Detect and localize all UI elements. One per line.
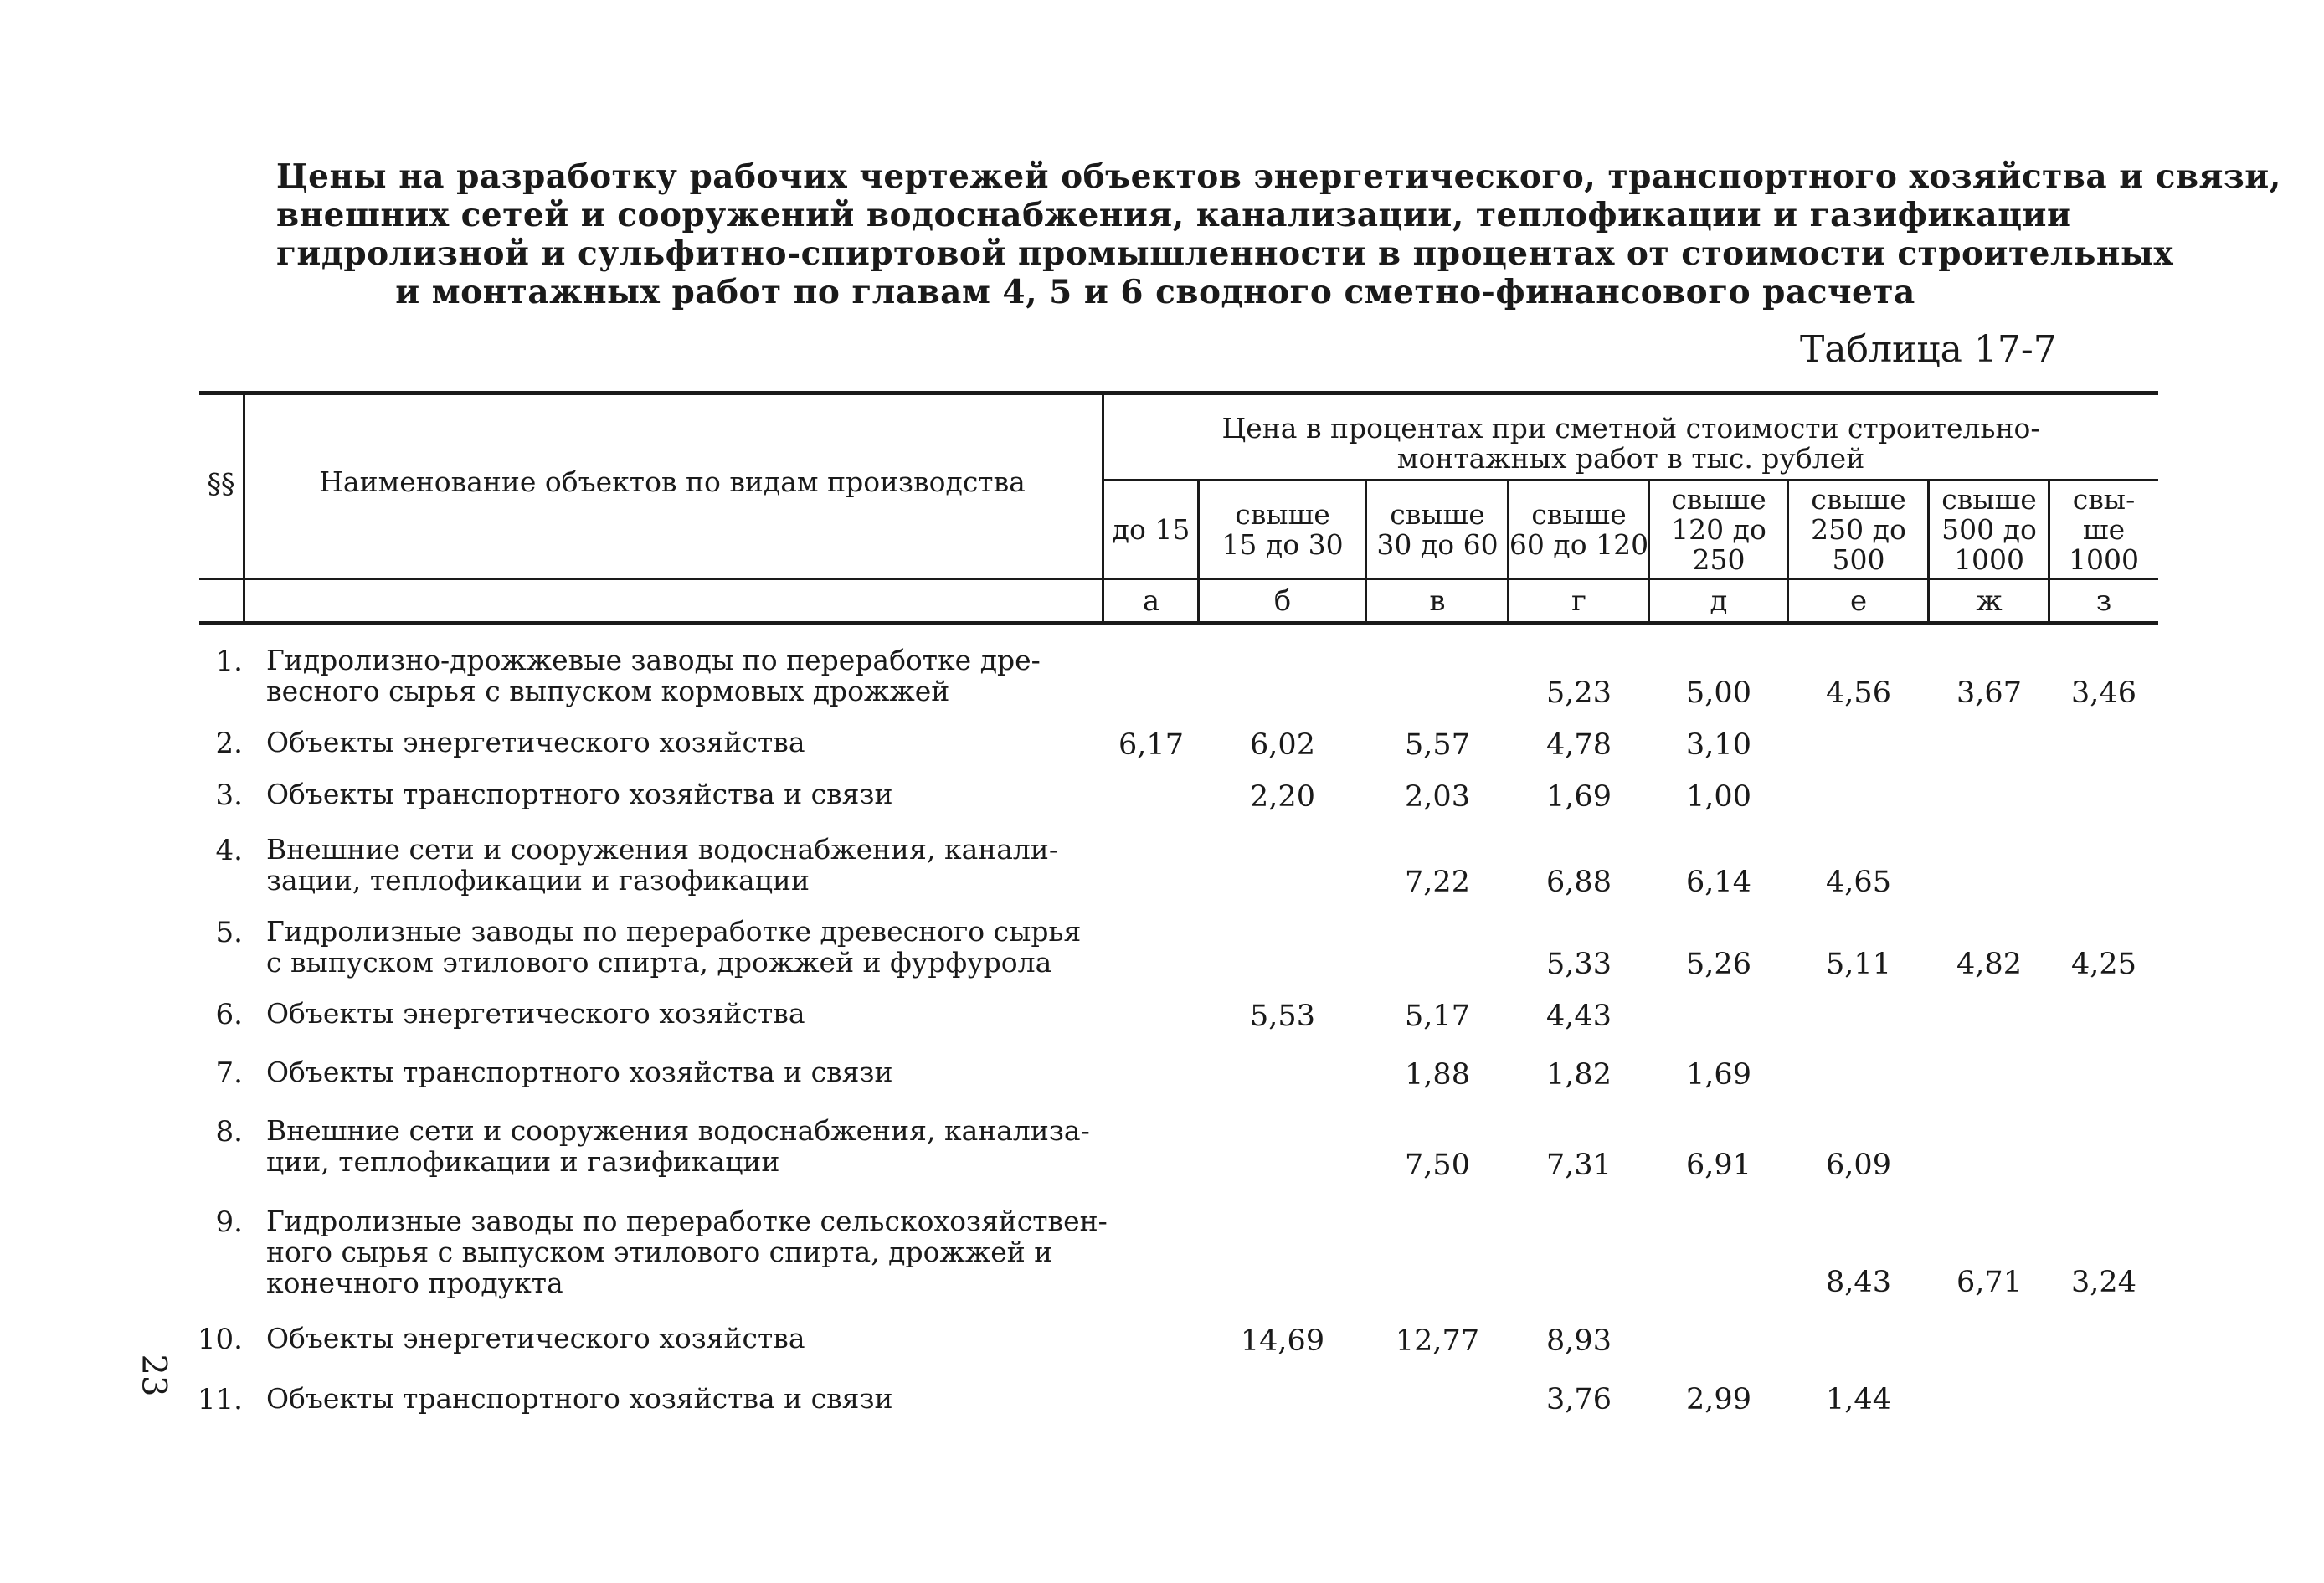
row-value: 5,26	[1686, 948, 1751, 981]
row-number: 4.	[215, 834, 243, 867]
row-value: 6,71	[1956, 1266, 2022, 1299]
row-value: 8,93	[1546, 1324, 1612, 1358]
column-header-text: 250 до	[1811, 513, 1906, 546]
row-name-line: Объекты энергетического хозяйства	[266, 1322, 805, 1354]
column-header-text: свыше	[1811, 483, 1906, 516]
row-value: 6,02	[1250, 728, 1315, 762]
row-name-line: Гидролизные заводы по переработке древесного сырья	[266, 915, 1082, 948]
row-value: 1,00	[1686, 780, 1751, 814]
row-name-line: с выпуском этилового спирта, дрожжей и фурфурола	[266, 946, 1052, 979]
row-value: 4,25	[2071, 948, 2136, 981]
row-value: 4,82	[1956, 948, 2022, 981]
column-header-text: 30 до 60	[1376, 528, 1499, 561]
header-rule	[199, 578, 2158, 580]
row-number: 8.	[215, 1115, 243, 1149]
column-letter: а	[1142, 584, 1160, 618]
row-number: 5.	[215, 916, 243, 949]
column-header-text: 15 до 30	[1221, 528, 1344, 561]
row-name-line: Объекты энергетического хозяйства	[266, 997, 805, 1030]
column-letter: д	[1710, 584, 1728, 618]
row-value: 1,82	[1546, 1058, 1612, 1092]
row-value: 4,43	[1546, 1000, 1612, 1033]
column-header-text: свыше	[1531, 498, 1627, 531]
column-header-text: 500 до	[1941, 513, 2037, 546]
row-value: 3,76	[1546, 1383, 1612, 1416]
row-name-line: конечного продукта	[266, 1267, 563, 1299]
title-line: внешних сетей и сооружений водоснабжения, канализации, теплофикации и газификации	[276, 196, 2072, 234]
row-name-line: Гидролизные заводы по переработке сельскохозяйствен-	[266, 1205, 1108, 1237]
row-value: 12,77	[1395, 1324, 1480, 1358]
row-value: 6,88	[1546, 866, 1612, 899]
title-line: гидролизной и сульфитно-спиртовой промышленности в процентах от стоимости строительных	[276, 234, 2174, 273]
row-name-line: Внешние сети и сооружения водоснабжения, канали-	[266, 833, 1059, 866]
row-number: 9.	[215, 1205, 243, 1239]
row-name-line: ции, теплофикации и газификации	[266, 1145, 780, 1178]
table-label: Таблица 17-7	[1800, 328, 2057, 371]
page-number: 23	[134, 1354, 173, 1397]
name-header: Наименование объектов по видам производства	[319, 465, 1026, 498]
row-name-line: Объекты транспортного хозяйства и связи	[266, 778, 893, 810]
row-value: 1,88	[1405, 1058, 1470, 1092]
row-value: 3,24	[2071, 1266, 2136, 1299]
row-value: 7,22	[1405, 866, 1470, 899]
header-inner-rule	[1103, 479, 2158, 481]
column-header-text: до 15	[1112, 513, 1190, 546]
row-value: 7,31	[1546, 1149, 1612, 1182]
column-header-text: 500	[1832, 543, 1885, 576]
row-value: 5,17	[1405, 1000, 1470, 1033]
table-top-rule	[199, 391, 2158, 395]
row-value: 2,20	[1250, 780, 1315, 814]
row-name-line: Объекты транспортного хозяйства и связи	[266, 1056, 893, 1088]
column-header-text: 250	[1692, 543, 1746, 576]
row-number: 2.	[215, 727, 243, 760]
column-header-text: свыше	[1390, 498, 1485, 531]
row-number: 6.	[215, 998, 243, 1031]
column-letter: г	[1571, 584, 1586, 618]
row-value: 3,67	[1956, 676, 2022, 710]
column-header-text: свыше	[1671, 483, 1766, 516]
row-value: 1,69	[1546, 780, 1612, 814]
row-value: 6,14	[1686, 866, 1751, 899]
row-name-line: зации, теплофикации и газофикации	[266, 864, 810, 897]
row-value: 4,78	[1546, 728, 1612, 762]
column-header-text: свыше	[1235, 498, 1330, 531]
row-value: 5,33	[1546, 948, 1612, 981]
column-header-text: 120 до	[1671, 513, 1766, 546]
column-letter: з	[2095, 584, 2112, 618]
row-value: 1,44	[1826, 1383, 1891, 1416]
row-name-line: Внешние сети и сооружения водоснабжения, канализа-	[266, 1114, 1090, 1147]
row-value: 5,53	[1250, 1000, 1315, 1033]
column-header-text: 60 до 120	[1509, 528, 1649, 561]
price-header-line-2: монтажных работ в тыс. рублей	[1396, 442, 1865, 475]
row-value: 1,69	[1686, 1058, 1751, 1092]
row-value: 2,03	[1405, 780, 1470, 814]
row-name-line: Гидролизно-дрожжевые заводы по переработке дре-	[266, 644, 1041, 676]
row-name-line: Объекты энергетического хозяйства	[266, 726, 805, 758]
row-name-line: Объекты транспортного хозяйства и связи	[266, 1382, 893, 1415]
price-header-line-1: Цена в процентах при сметной стоимости строительно-	[1221, 412, 2040, 445]
section-header: §§	[207, 467, 235, 500]
row-value: 2,99	[1686, 1383, 1751, 1416]
row-number: 3.	[215, 779, 243, 812]
column-divider	[243, 391, 245, 624]
document-title	[276, 157, 2281, 311]
column-header-text: ше	[2082, 513, 2126, 546]
row-number: 10.	[197, 1323, 243, 1356]
row-value: 4,65	[1826, 866, 1891, 899]
row-value: 4,56	[1826, 676, 1891, 710]
row-number: 11.	[197, 1383, 243, 1416]
column-letter: ж	[1976, 584, 2003, 618]
column-letter: е	[1849, 584, 1868, 618]
row-value: 3,10	[1686, 728, 1751, 762]
title-line: и монтажных работ по главам 4, 5 и 6 сводного сметно-финансового расчета	[395, 273, 1915, 311]
row-value: 6,17	[1118, 728, 1184, 762]
title-line: Цены на разработку рабочих чертежей объектов энергетического, транспортного хозяйства и связи,	[276, 157, 2281, 196]
row-value: 6,09	[1826, 1149, 1891, 1182]
row-value: 5,11	[1826, 948, 1891, 981]
row-value: 5,57	[1405, 728, 1470, 762]
row-name-line: весного сырья с выпуском кормовых дрожжей	[266, 675, 950, 707]
column-header-text: 1000	[1954, 543, 2024, 576]
row-name-line: ного сырья с выпуском этилового спирта, дрожжей и	[266, 1236, 1053, 1268]
row-value: 3,46	[2071, 676, 2136, 710]
row-value: 5,23	[1546, 676, 1612, 710]
row-value: 5,00	[1686, 676, 1751, 710]
column-letter: б	[1273, 584, 1292, 618]
row-number: 1.	[215, 645, 243, 678]
header-bottom-rule	[199, 621, 2158, 625]
column-header-text: 1000	[2069, 543, 2139, 576]
row-value: 6,91	[1686, 1149, 1751, 1182]
row-value: 14,69	[1240, 1324, 1325, 1358]
column-letter: в	[1429, 584, 1446, 618]
column-header-text: свы-	[2072, 483, 2136, 516]
column-header-text: свыше	[1941, 483, 2037, 516]
row-number: 7.	[215, 1056, 243, 1090]
row-value: 8,43	[1826, 1266, 1891, 1299]
row-value: 7,50	[1405, 1149, 1470, 1182]
